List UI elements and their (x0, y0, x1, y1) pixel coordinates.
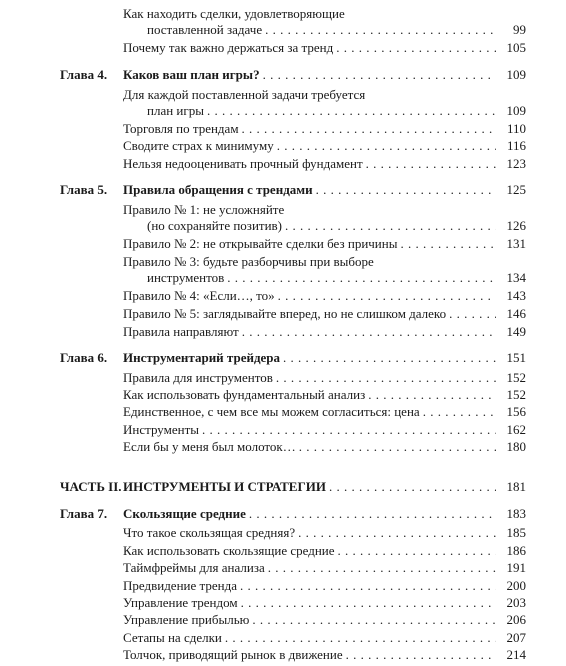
toc-entry-text: Сводите страх к минимуму (123, 138, 277, 154)
toc-page-number: 185 (496, 525, 526, 541)
toc-page-number: 200 (496, 578, 526, 594)
chapter-label: Глава 4. (60, 67, 108, 82)
toc-page-number: 180 (496, 439, 526, 455)
toc-entry-text: Инструменты (123, 422, 202, 438)
dot-leader (249, 506, 502, 522)
dot-leader (336, 40, 502, 56)
toc-entry-text: Как находить сделки, удовлетворяющие (123, 6, 345, 21)
toc-page-number: 191 (496, 560, 526, 576)
toc-entry-text: Что такое скользящая средняя? (123, 525, 298, 541)
toc-page-number: 105 (496, 40, 526, 56)
dot-leader (277, 138, 502, 154)
dot-leader (278, 288, 502, 304)
toc-entry-text: Правило № 2: не открывайте сделки без причины (123, 236, 400, 252)
toc-page-number: 183 (496, 506, 526, 522)
dot-leader (400, 236, 502, 252)
dot-leader (268, 560, 502, 576)
toc-page-number: 152 (496, 370, 526, 386)
toc-page-number: 152 (496, 387, 526, 403)
toc-page-number: 181 (496, 479, 526, 495)
dot-leader (449, 306, 502, 322)
chapter-title: Правила обращения с трендами (123, 182, 316, 198)
toc-entry-text: Правила для инструментов (123, 370, 276, 386)
toc-page-number: 116 (496, 138, 526, 154)
toc-page-number: 214 (496, 647, 526, 663)
toc-entry-text: Если бы у меня был молоток… (123, 439, 299, 455)
toc-entry-text: Как использовать фундаментальный анализ (123, 387, 368, 403)
chapter-label: Глава 7. (60, 506, 108, 521)
dot-leader (252, 612, 502, 628)
toc-page-number: 131 (496, 236, 526, 252)
toc-page-number: 110 (496, 121, 526, 137)
toc-page-number: 149 (496, 324, 526, 340)
toc-page-number: 99 (496, 22, 526, 38)
toc-page-number: 207 (496, 630, 526, 646)
dot-leader (298, 525, 502, 541)
toc-page-number: 109 (496, 67, 526, 83)
dot-leader (225, 630, 502, 646)
toc-entry-text: Правило № 3: будьте разборчивы при выборе (123, 254, 374, 269)
toc-entry-text: Нельзя недооценивать прочный фундамент (123, 156, 366, 172)
toc-entry-text: Сетапы на сделки (123, 630, 225, 646)
dot-leader (202, 422, 502, 438)
toc-entry-text: Правило № 4: «Если…, то» (123, 288, 278, 304)
dot-leader (283, 350, 502, 366)
toc-entry-text: Управление трендом (123, 595, 241, 611)
toc-page-number: 143 (496, 288, 526, 304)
toc-page-number: 162 (496, 422, 526, 438)
chapter-label: Глава 6. (60, 350, 108, 365)
chapter-title: Каков ваш план игры? (123, 67, 263, 83)
dot-leader (276, 370, 502, 386)
toc-page-number: 156 (496, 404, 526, 420)
toc-page-number: 123 (496, 156, 526, 172)
dot-leader (346, 647, 502, 663)
toc-entry-text: Единственное, с чем все мы можем согласиться: цена (123, 404, 423, 420)
toc-entry-text: Правило № 5: заглядывайте вперед, но не слишком далеко (123, 306, 449, 322)
toc-entry-text: Предвидение тренда (123, 578, 240, 594)
dot-leader (329, 479, 502, 495)
dot-leader (368, 387, 502, 403)
dot-leader (366, 156, 502, 172)
dot-leader (263, 67, 502, 83)
toc-entry-text: (но сохраняйте позитив) (147, 218, 285, 234)
chapter-title: Инструментарий трейдера (123, 350, 283, 366)
chapter-label: Глава 5. (60, 182, 108, 197)
toc-entry-text: Торговля по трендам (123, 121, 242, 137)
dot-leader (227, 270, 502, 286)
toc-entry-text: поставленной задаче (147, 22, 265, 38)
toc-entry-text: Управление прибылью (123, 612, 252, 628)
toc-page-number: 151 (496, 350, 526, 366)
dot-leader (242, 324, 502, 340)
toc-page-number: 125 (496, 182, 526, 198)
toc-page-number: 134 (496, 270, 526, 286)
toc-page-number: 206 (496, 612, 526, 628)
dot-leader (242, 121, 502, 137)
toc-page-number: 203 (496, 595, 526, 611)
dot-leader (338, 543, 502, 559)
toc-page-number: 126 (496, 218, 526, 234)
dot-leader (285, 218, 502, 234)
toc-entry-text: Для каждой поставленной задачи требуется (123, 87, 366, 102)
toc-page-number: 109 (496, 103, 526, 119)
dot-leader (240, 578, 502, 594)
toc-entry-text: Как использовать скользящие средние (123, 543, 338, 559)
toc-entry-text: инструментов (147, 270, 227, 286)
toc-entry-text: Почему так важно держаться за тренд (123, 40, 336, 56)
toc-entry-text: Правила направляют (123, 324, 242, 340)
dot-leader (241, 595, 502, 611)
toc-page-number: 186 (496, 543, 526, 559)
toc-entry-text: план игры (147, 103, 207, 119)
dot-leader (316, 182, 502, 198)
dot-leader (299, 439, 502, 455)
toc-entry-text: Правило № 1: не усложняйте (123, 202, 285, 217)
part-label: ЧАСТЬ II. (60, 479, 122, 494)
part-title: ИНСТРУМЕНТЫ И СТРАТЕГИИ (123, 479, 329, 495)
chapter-title: Скользящие средние (123, 506, 249, 522)
toc-page-number: 146 (496, 306, 526, 322)
dot-leader (265, 22, 502, 38)
dot-leader (207, 103, 502, 119)
toc-entry-text: Таймфреймы для анализа (123, 560, 268, 576)
toc-entry-text: Толчок, приводящий рынок в движение (123, 647, 346, 663)
dot-leader (423, 404, 502, 420)
